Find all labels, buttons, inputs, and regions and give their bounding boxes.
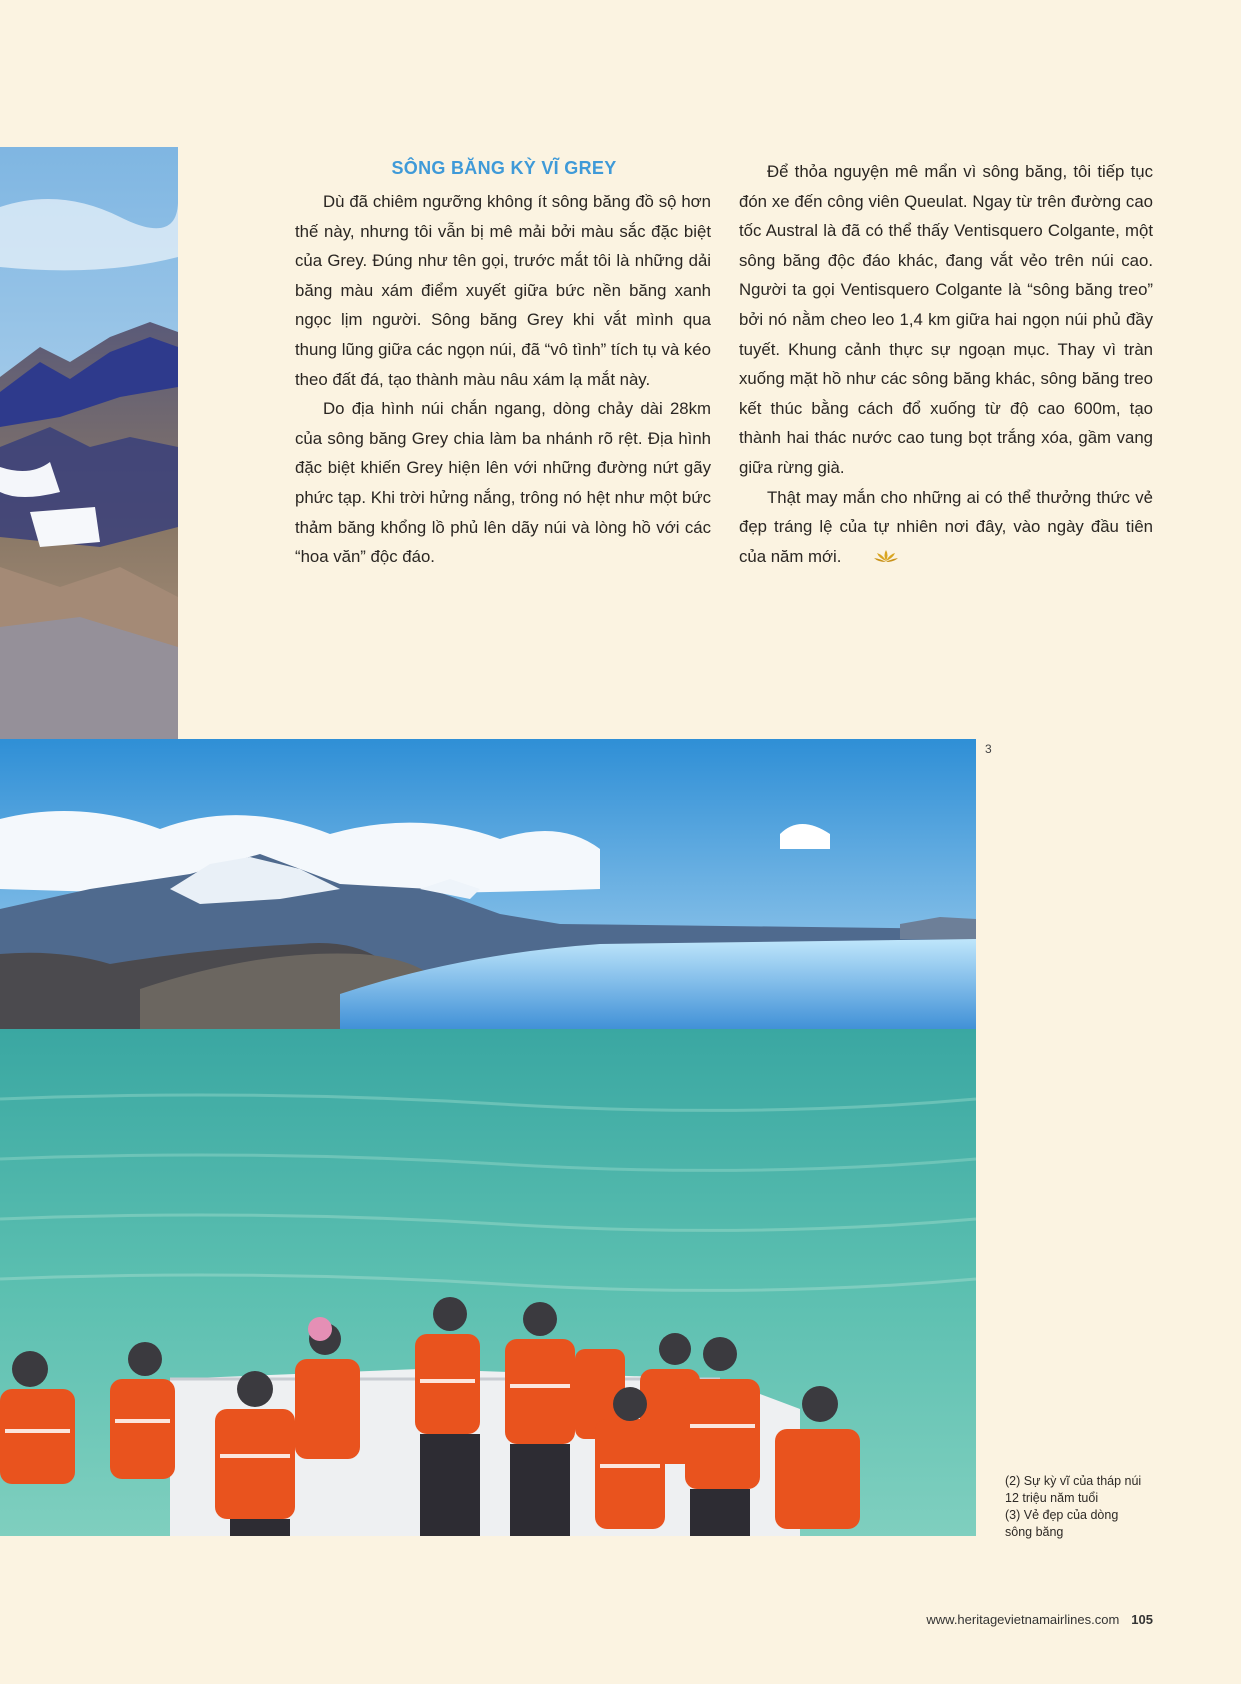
caption-line: (2) Sự kỳ vĩ của tháp núi [1005,1474,1142,1488]
article-column-2 [739,157,1153,571]
paragraph-text: Thật may mắn cho những ai có thể thưởng thức vẻ đẹp tráng lệ của tự nhiên nơi đây, vào ngày đầu tiên của năm mới. [739,487,1153,566]
paragraph: Do địa hình núi chắn ngang, dòng chảy dài 28km của sông băng Grey chia làm ba nhánh rõ rệt. Địa hình đặc biệt khiến Grey hiện lên với những đường nứt gãy phức tạp. Khi trời hửng nắng, trông nó hệt như một bức thảm băng khổng lồ phủ lên dãy núi và lòng hồ với các “hoa văn” độc đáo. [295,399,711,567]
caption-line: sông băng [1005,1525,1064,1539]
paragraph: Dù đã chiêm ngưỡng không ít sông băng đồ sộ hơn thế này, nhưng tôi vẫn bị mê mải bởi màu sắc đặc biệt của Grey. Đúng như tên gọi, trước mắt tôi là những dải băng màu xám điểm xuyết giữa bức nền băng xanh ngọc lịm người. Sông băng Grey khi vắt mình qua thung lũng giữa các ngọn núi, đã “vô tình” tích tụ và kéo theo đất đá, tạo thành màu nâu xám lạ mắt này. [295,192,711,389]
lotus-end-mark-icon [845,543,871,557]
figure-number: 3 [985,742,992,756]
page-number: 105 [1131,1612,1153,1627]
section-heading: SÔNG BĂNG KỲ VĨ GREY [391,158,617,178]
paragraph-last [739,483,1153,572]
caption-line: 12 triệu năm tuổi [1005,1491,1099,1505]
caption-line: (3) Vẻ đẹp của dòng [1005,1508,1119,1522]
photo-caption [1005,1473,1165,1541]
paragraph: Để thỏa nguyện mê mẩn vì sông băng, tôi tiếp tục đón xe đến công viên Queulat. Ngay từ trên đường cao tốc Austral là đã có thể thấy Ventisquero Colgante, một sông băng độc đáo khác, đang vắt vẻo trên núi cao. Người ta gọi Ventisquero Colgante là “sông băng treo” bởi nó nằm cheo leo 1,4 km giữa hai ngọn núi phủ đầy tuyết. Khung cảnh thực sự ngoạn mục. Thay vì tràn xuống mặt hồ như các sông băng khác, sông băng treo kết thúc bằng cách đổ xuống từ độ cao 600m, tạo thành hai thác nước cao tung bọt trắng xóa, gầm vang giữa rừng già. [739,162,1153,477]
website-link[interactable]: www.heritagevietnamairlines.com [926,1612,1120,1627]
glacier-boat-photo [0,739,976,1536]
mountain-photo [0,147,178,739]
article-column-1 [295,187,711,572]
page-footer [926,1612,1153,1627]
